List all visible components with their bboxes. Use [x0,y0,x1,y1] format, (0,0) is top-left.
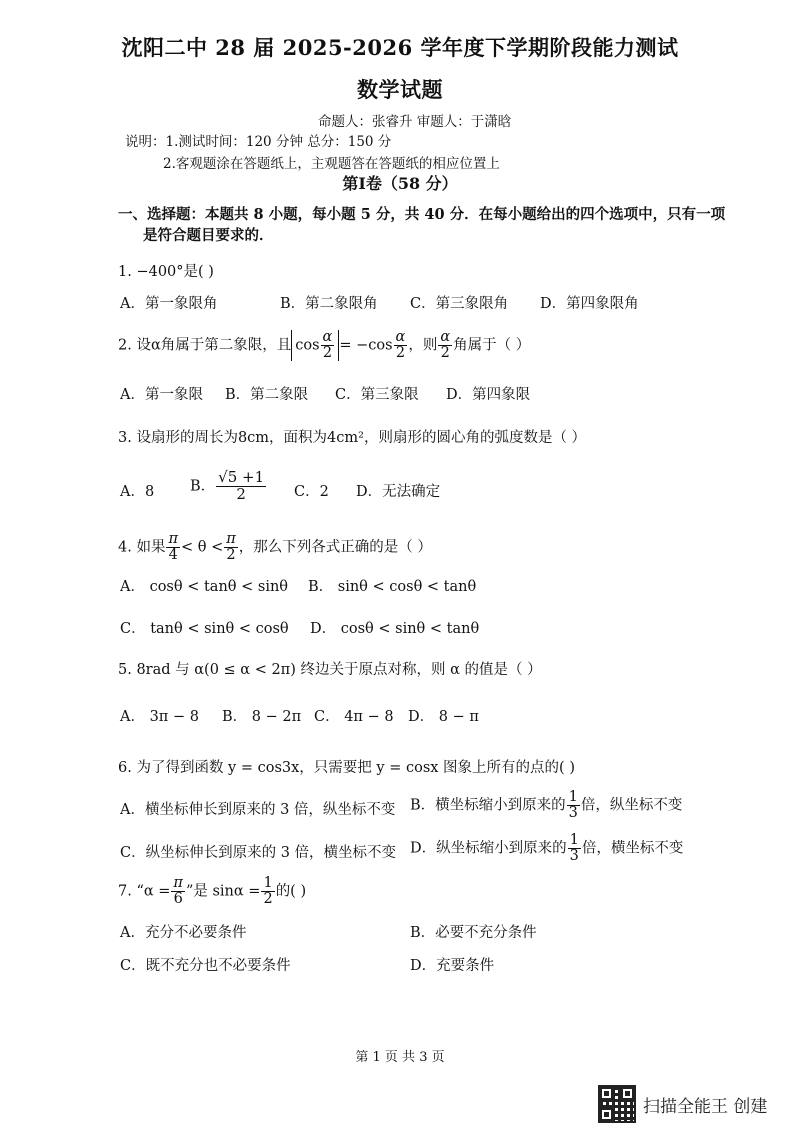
question-6-option-d-num: 1 [569,832,579,848]
qr-eye-top-left [600,1087,613,1100]
question-3-option-d: D．无法确定 [356,484,441,500]
question-7-option-a: A．充分不必要条件 [120,925,247,941]
question-3-option-b-den: 2 [236,484,246,503]
question-7-frac-1 [171,876,185,907]
question-7-frac-2-den: 2 [263,891,273,908]
question-7-option-d: D．充要条件 [410,958,495,974]
note-line-1: 说明：1.测试时间：120 分钟 总分：150 分 [125,134,392,150]
question-3-option-b [190,470,267,503]
scanner-watermark: 扫描全能王 创建 [643,1097,768,1117]
question-5-stem: 5. 8rad 与 α(0 ≤ α < 2π) 终边关于原点对称，则 α 的值是（ ） [118,662,542,678]
question-4-stem-part-c: ，那么下列各式正确的是（ ） [238,539,432,556]
question-3-option-a: A．8 [120,484,155,500]
question-5-option-b: B． 8 − 2π [222,709,302,725]
question-4-frac-2 [224,532,238,563]
question-1-option-d: D．第四象限角 [540,296,639,312]
question-2-stem-part-a: 2. 设α角属于第二象限，且 [118,337,292,354]
question-6-stem: 6. 为了得到函数 y = cos3x，只需要把 y = cosx 图象上所有的点的( ) [118,760,575,776]
question-2-stem-part-b: = −cos [339,337,393,354]
question-2-option-b: B．第二象限 [225,387,309,403]
question-1-option-a: A．第一象限角 [120,296,218,312]
question-6-option-d-part-a: D．纵坐标缩小到原来的 [410,840,567,857]
question-6-option-c: C．纵坐标伸长到原来的 3 倍，横坐标不变 [120,845,397,861]
question-1-option-c: C．第三象限角 [410,296,509,312]
question-4-frac-1 [166,532,180,563]
question-2-frac-3-den: 2 [440,345,450,362]
question-4-frac-2-num: π [226,531,236,547]
question-7-frac-1-num: π [173,875,183,891]
question-4-stem-part-a: 4. 如果 [118,539,166,556]
question-2-stem-part-c: ，则 [408,337,438,354]
question-2-frac-1-den: 2 [322,345,333,362]
question-2-frac-2 [394,330,408,361]
question-2-option-c: C．第三象限 [335,387,419,403]
question-2-abs-cos: cos [295,337,320,354]
part1-instruction-line2: 是符合题目要求的． [143,227,274,244]
question-2-frac-1-num: α [322,329,333,345]
question-4-option-a: A． cosθ < tanθ < sinθ [120,579,289,595]
question-6-option-b-den: 3 [568,805,578,822]
question-3-option-b-frac [216,470,266,503]
question-3-stem: 3. 设扇形的周长为8cm，面积为4cm²，则扇形的圆心角的弧度数是（ ） [118,430,587,446]
question-2-abs-value [291,330,339,361]
question-6-option-b-frac [567,790,580,821]
question-7-stem-part-a: 7. “α = [118,883,171,900]
question-2-frac-2-num: α [395,329,406,345]
question-2-stem [118,330,530,361]
exam-title: 沈阳二中 28 届 2025-2026 学年度下学期阶段能力测试 [121,35,679,60]
question-4-option-d: D． cosθ < sinθ < tanθ [310,621,480,637]
question-4-frac-2-den: 2 [226,547,236,564]
question-2-frac-3 [438,330,452,361]
question-7-stem-part-b: ”是 sinα = [185,883,261,900]
question-4-option-c: C． tanθ < sinθ < cosθ [120,621,289,637]
section-heading: 第Ⅰ卷（58 分） [342,174,458,193]
question-7-option-c: C．既不充分也不必要条件 [120,958,291,974]
authors-line: 命题人：张睿升 审题人：于潇晗 [318,114,512,130]
question-7-frac-1-den: 6 [173,891,183,908]
question-1-option-b: B．第二象限角 [280,296,378,312]
page-footer: 第 1 页 共 3 页 [355,1050,445,1065]
question-4-frac-1-den: 4 [168,547,178,564]
question-5-option-d: D． 8 − π [408,709,479,725]
question-5-option-c: C． 4π − 8 [314,709,394,725]
question-6-option-b-part-b: 倍，纵坐标不变 [580,797,683,814]
question-7-option-b: B．必要不充分条件 [410,925,537,941]
question-6-option-d-frac [568,833,581,864]
question-3-option-c: C．2 [294,484,329,500]
qr-code-icon [598,1085,636,1123]
subject-title: 数学试题 [357,77,443,102]
question-6-option-b-num: 1 [568,789,578,805]
question-7-frac-2 [261,876,274,907]
question-2-frac-2-den: 2 [395,345,406,362]
question-2-option-a: A．第一象限 [120,387,203,403]
question-2-frac-3-num: α [440,329,451,345]
question-6-option-d [410,833,683,864]
question-7-stem-part-c: 的( ) [275,883,307,900]
question-4-stem [118,532,432,563]
question-4-stem-part-b: < θ < [180,539,224,556]
question-2-frac-1 [321,330,335,361]
question-6-option-d-part-b: 倍，横坐标不变 [581,840,684,857]
question-7-frac-2-num: 1 [263,875,273,891]
question-7-stem [118,876,306,907]
question-3-option-b-num: √5 +1 [218,468,265,486]
question-4-option-b: B． sinθ < cosθ < tanθ [308,579,477,595]
question-1-stem: 1. −400°是( ) [118,264,214,280]
part1-instruction-line1: 一、选择题：本题共 8 小题，每小题 5 分，共 40 分．在每小题给出的四个选项中，只有一项 [118,206,726,223]
question-4-frac-1-num: π [168,531,178,547]
question-3-option-b-label: B． [190,478,216,495]
question-6-option-b-part-a: B．横坐标缩小到原来的 [410,797,566,814]
question-6-option-b [410,790,682,821]
question-5-option-a: A． 3π − 8 [120,709,199,725]
qr-eye-bottom-left [600,1108,613,1121]
question-6-option-a: A．横坐标伸长到原来的 3 倍，纵坐标不变 [120,802,396,818]
qr-eye-top-right [621,1087,634,1100]
note-line-2: 2.客观题涂在答题纸上，主观题答在答题纸的相应位置上 [163,156,500,172]
question-2-stem-part-d: 角属于（ ） [453,337,531,354]
question-2-option-d: D．第四象限 [446,387,531,403]
question-6-option-d-den: 3 [569,848,579,865]
